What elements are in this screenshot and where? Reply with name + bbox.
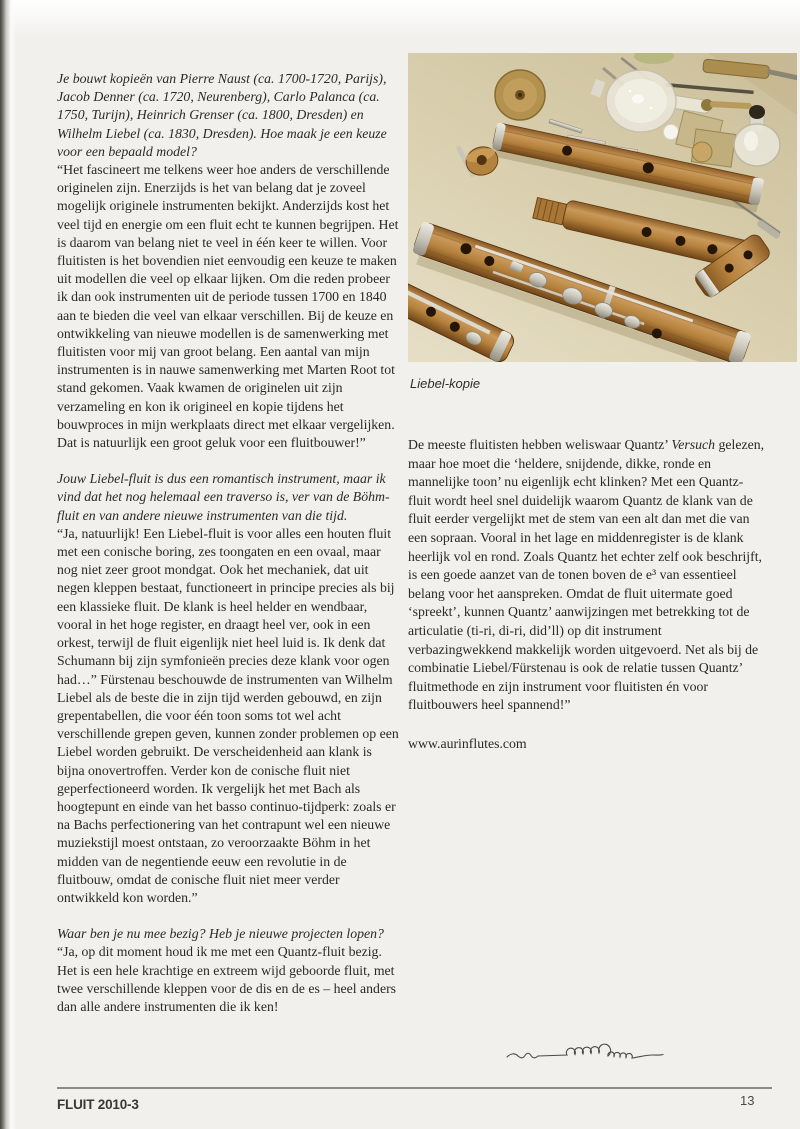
- left-column: [57, 70, 402, 1016]
- interview-answer-2: “Ja, natuurlijk! Een Liebel-fluit is voor alles een houten fluit met een conische boring, zes toongaten en een ovaal, maar nog niet zeer groot mondgat. Ook het mechaniek, dat uit negen kleppen bestaat, functioneert in principe precies als bij een klassieke fluit. De klank is heel helder en wendbaar, vooral in het hoge register, en draagt heel ver, ook in een orkest, terwijl de fluit eigenlijk niet heel luid is. Ik denk dat Schumann bij zijn symfonieën precies deze klank voor ogen had…” Fürstenau beschouwde de instrumenten van Wilhelm Liebel als de beste die in zijn tijd werden gebouwd, en zijn grepentabellen, die voor één toon soms tot wel acht verschillende grepen geven, kunnen zonder problemen op een Liebel worden gebruikt. De verscheidenheid aan klank is bijna onovertroffen. Verder kon de conische fluit niet geperfectioneerd worden. Ik vergelijk het met Bach als hoogtepunt en einde van het basso continuo-tijdperk: zoals er na Bachs perfectionering van het contrapunt wel een nieuwe muziekstijl moest ontstaan, zo veroorzaakte Böhm in het midden van de negentiende eeuw een revolutie in de fluitbouw, omdat de conische fluit niet meer verder ontwikkeld kon worden.”: [57, 525, 399, 905]
- flourish-stroke: [507, 1044, 663, 1058]
- book-title-versuch: Versuch: [671, 437, 716, 452]
- scan-top-fade: [0, 0, 800, 38]
- glass-dish: [606, 70, 676, 132]
- article-paragraph: [408, 436, 765, 715]
- photo-figure: [408, 53, 797, 392]
- flutes-workbench-photo: [408, 53, 797, 362]
- right-column: [408, 436, 765, 754]
- signature-flourish: [505, 1036, 665, 1070]
- interview-question-1: Je bouwt kopieën van Pierre Naust (ca. 1700-1720, Parijs), Jacob Denner (ca. 1720, Neurenberg), Carlo Palanca (ca. 1750, Turijn), Heinrich Grenser (ca. 1800, Dresden) en Wilhelm Liebel (ca. 1830, Dresden). Hoe maak je een keuze voor een bepaald model?: [57, 71, 387, 159]
- journal-title: FLUIT 2010-3: [57, 1097, 139, 1112]
- footer-rule: [57, 1087, 772, 1089]
- wooden-block: [495, 70, 545, 120]
- photo-caption: Liebel-kopie: [410, 376, 481, 391]
- scan-edge-shadow: [0, 0, 16, 1129]
- cork-disc: [692, 142, 712, 162]
- page-number: 13: [740, 1093, 755, 1108]
- interview-answer-1: “Het fascineert me telkens weer hoe anders de verschillende originelen zijn. Enerzijds is het van belang dat je zoveel mogelijk originele instrumenten bekijkt. Anderzijds kost het veel tijd en energie om een fluit echt te kunnen begrijpen. Het is daarom van belang niet te veel in één keer te willen. Voor fluitisten is het bovendien niet eenvoudig een keuze te maken uit modellen die veel op elkaar lijken. Om die reden probeer ik dan ook instrumenten uit de periode tussen 1700 en 1840 aan te bieden die veel van elkaar verschillen. Bij de keuze en ontwikkeling van nieuwe modellen is de samenwerking met fluitisten voor mij van groot belang. Een aantal van mijn instrumenten is in nauwe samenwerking met Marten Root tot stand gekomen. Vaak kwamen de originelen uit zijn verzameling en kon ik origineel en kopie tijdens het bouwproces in mijn werkplaats direct met elkaar vergelijken. Dat is natuurlijk een groot geluk voor een fluitbouwer!”: [57, 162, 399, 451]
- interview-question-2: Jouw Liebel-fluit is dus een romantisch instrument, maar ik vind dat het nog helemaal een traverso is, ver van de Böhm-fluit en van andere nieuwe instrumenten van die tijd.: [57, 471, 390, 523]
- interview-question-3: Waar ben je nu mee bezig? Heb je nieuwe projecten lopen?: [57, 926, 384, 942]
- website-url: www.aurinflutes.com: [408, 735, 527, 751]
- paragraph-segment: De meeste fluitisten hebben weliswaar Quantz’: [408, 437, 672, 452]
- white-disc: [664, 125, 679, 140]
- paragraph-segment: gelezen, maar hoe moet die ‘heldere, snijdende, dikke, ronde en mannelijke toon’ nu eigenlijk echt klinken? Met een Quantz-fluit wordt heel snel duidelijk waarom Quantz de klank van de fluit eerder vergelijkt met de stem van een alt dan met die van een sopraan. Vooral in het lage en middenregister is de klank heerlijk vol en rond. Zoals Quantz het echter zelf ook beschrijft, is een goede aanzet van de tonen boven de e³ van essentieel belang voor het aanspreken. Omdat de fluit uitermate goed ‘spreekt’, kunnen Quantz’ aanwijzingen met betrekking tot de articulatie (ti-ri, di-ri, did’ll) op dit instrument verbazingwekkend makkelijk worden uitgevoerd. Net als bij de combinatie Liebel/Fürstenau is ook de relatie tussen Quantz’ fluitmethode en zijn instrument voor fluitisten én voor fluitbouwers heel spannend!”: [408, 437, 765, 713]
- interview-answer-3: “Ja, op dit moment houd ik me met een Quantz-fluit bezig. Het is een hele krachtige en extreem wijd geboorde fluit, met twee verschillende kleppen voor de dis en de es – heel anders dan alle andere instrumenten die ik ken!: [57, 944, 397, 1014]
